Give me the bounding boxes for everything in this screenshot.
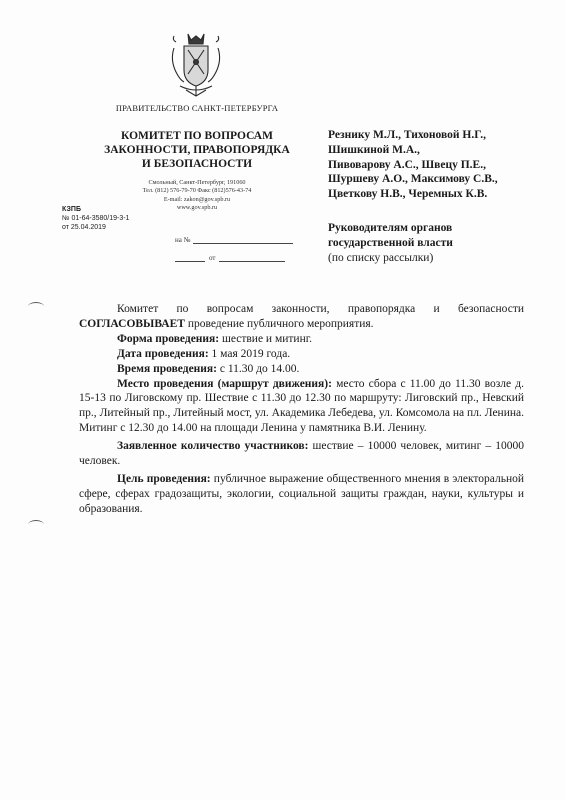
organization-header bbox=[92, 103, 302, 213]
registration-stamp bbox=[62, 205, 129, 232]
website: www.gov.spb.ru bbox=[176, 204, 218, 212]
agreement-word: СОГЛАСОВЫВАЕТ bbox=[79, 317, 185, 330]
reference-from-label: от bbox=[209, 254, 216, 262]
reference-date-line bbox=[175, 253, 205, 262]
addressee-block bbox=[328, 128, 543, 265]
government-name: ПРАВИТЕЛЬСТВО САНКТ-ПЕТЕРБУРГА bbox=[115, 103, 279, 113]
reference-number-prefix: № bbox=[183, 236, 191, 244]
punch-hole-mark bbox=[28, 520, 44, 529]
registration-code: КЗПБ bbox=[62, 206, 81, 213]
reference-on-label: на bbox=[175, 236, 182, 244]
committee-name: КОМИТЕТ ПО ВОПРОСАМ ЗАКОННОСТИ, ПРАВОПОРЯДКА И БЕЗОПАСНОСТИ bbox=[104, 130, 290, 170]
reference-fields bbox=[175, 226, 293, 262]
reference-date-line-2 bbox=[219, 253, 285, 262]
event-form: Форма проведения: шествие и митинг. bbox=[117, 332, 313, 345]
phone-fax: Тел. (812) 576-79-70 Факс (812)576-43-74 bbox=[142, 187, 252, 195]
participant-count: Заявленное количество участников: шествие – 10000 человек, митинг – 10000 человек. bbox=[79, 440, 524, 468]
letter-body bbox=[79, 302, 524, 517]
event-purpose: Цель проведения: публичное выражение общественного мнения в электоральной сфере, сферах градозащиты, экологии, социальной защиты граждан, науки, культуры и образования. bbox=[79, 472, 524, 515]
registration-number: № 01-64-3580/19-3-1 bbox=[62, 215, 130, 222]
postal-address: Смольный, Санкт-Петербург, 191060 bbox=[148, 179, 246, 186]
event-time: Время проведения: с 11.30 до 14.00. bbox=[117, 362, 300, 375]
email: E-mail: zakon@gov.spb.ru bbox=[163, 195, 231, 203]
punch-hole-mark bbox=[28, 302, 44, 311]
event-date: Дата проведения: 1 мая 2019 года. bbox=[117, 347, 291, 360]
intro-paragraph: Комитет по вопросам законности, правопорядка и безопасности СОГЛАСОВЫВАЕТ проведение публичного мероприятия. bbox=[79, 303, 524, 330]
reference-number-line bbox=[193, 235, 293, 244]
addressee-names: Резнику М.Л., Тихоновой Н.Г., Шишкиной М.А., Пивоварову А.С., Швецу П.Е., Шуршеву А.О., Максимову С.В., Цветкову Н.В., Черемных К.В. bbox=[328, 129, 498, 201]
addressee-heads: Руководителям органов государственной власти (по списку рассылки) bbox=[328, 221, 543, 265]
event-place: Место проведения (маршрут движения): место сбора с 11.00 до 11.30 возле д. 15-13 по Лиговскому пр. Шествие с 11.30 до 12.30 по маршруту: Лиговский пр., Невский пр., Литейный пр., Литейный мост, ул. Академика Лебедева, ул. Комсомола на пл. Ленина. Митинг с 12.30 до 14.00 на площади Ленина у памятника В.И. Ленину. bbox=[79, 377, 524, 435]
distribution-note: (по списку рассылки) bbox=[328, 251, 434, 264]
registration-date: от 25.04.2019 bbox=[62, 224, 106, 231]
st-petersburg-coat-of-arms-icon bbox=[168, 30, 224, 100]
